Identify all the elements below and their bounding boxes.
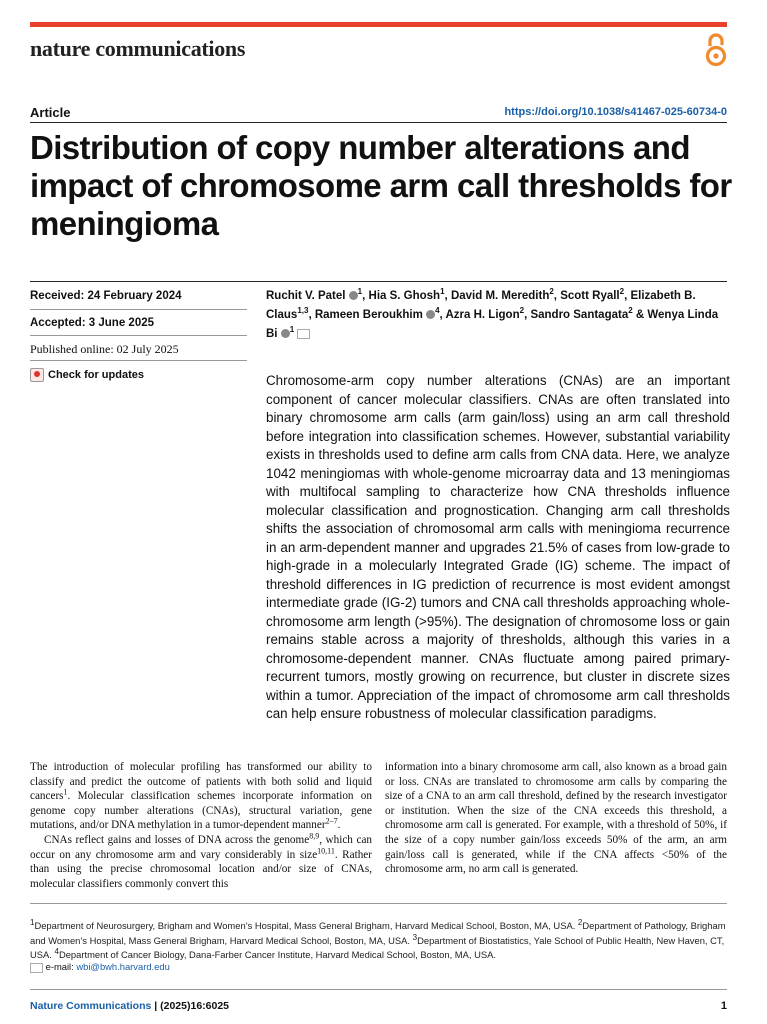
divider (30, 122, 727, 123)
author-name[interactable]: Elizabeth B. Claus (266, 290, 696, 321)
citation-ref[interactable]: 1 (63, 787, 68, 797)
author-list: Ruchit V. Patel $^1$, Hia S. Ghosh$^1$, David M. Meredith$^2$, Scott Ryall$^2$, Elizabeth B. Claus$^{1,3}$, Rameen Beroukhim $^4$, Azra H. Ligon$^2$, Sandro Santagata$^2$ & Wenya Linda Bi $^1$ (266, 287, 719, 340)
email-link[interactable]: wbi@bwh.harvard.edu (76, 961, 170, 972)
citation-ref[interactable]: 8,9 (309, 831, 320, 841)
author-name[interactable]: Sandro Santagata (530, 309, 629, 321)
body-text: . Molecular classification schemes incorporate information on genome copy number alterations (CNAs), structural variation, gene mutations, and/or DNA methylation in a tumor-dependent manner (30, 790, 372, 832)
affiliation-text: Department of Pathology, Brigham and Women’s Hospital, Mass General Brigham, Harvard Medical School, Boston, MA, USA. (30, 920, 726, 946)
affiliation-number: 4 (54, 946, 59, 956)
received-date: Received: 24 February 2024 (30, 290, 182, 302)
divider (30, 903, 727, 904)
footer-citation (30, 1000, 229, 1012)
affiliation-number: 1 (30, 917, 35, 927)
author-name[interactable]: Rameen Beroukhim (314, 309, 423, 321)
orcid-icon[interactable] (349, 291, 358, 300)
affiliations (30, 919, 727, 963)
author-affiliation-ref: 1 (289, 325, 295, 335)
body-text: The introduction of molecular profiling has transformed our ability to classify and predict the outcome of patients with both solid and liquid cancers (30, 761, 372, 803)
body-text: , which can occur on any chromosome arm and vary considerably in size (30, 833, 372, 861)
orcid-icon[interactable] (426, 310, 435, 319)
author-affiliation-ref: 1,3 (297, 306, 309, 316)
footer-journal-link[interactable]: Nature Communications (30, 1000, 152, 1012)
author-affiliation-ref: 2 (549, 287, 554, 297)
doi-link[interactable]: https://doi.org/10.1038/s41467-025-60734-0 (504, 106, 727, 118)
citation-ref[interactable]: 10,11 (317, 845, 335, 855)
author-affiliation-ref: 1 (440, 287, 445, 297)
footer-volume: | (2025)16:6025 (151, 1000, 230, 1012)
email-line (30, 961, 170, 973)
published-date: Published online: 02 July 2025 (30, 342, 179, 356)
open-access-icon (704, 32, 728, 73)
article-type: Article (30, 105, 71, 120)
mail-icon (30, 963, 43, 973)
check-updates-label: Check for updates (48, 369, 144, 381)
orcid-icon[interactable] (281, 329, 290, 338)
author-affiliation-ref: 1 (357, 287, 363, 297)
author-affiliation-ref: 2 (619, 287, 625, 297)
divider (30, 281, 727, 282)
author-affiliation-ref: 4 (435, 306, 440, 316)
author-name[interactable]: Hia S. Ghosh (368, 290, 441, 302)
author-name[interactable]: David M. Meredith (450, 290, 550, 302)
body-column-left: The introduction of molecular profiling has transformed our ability to classify and predict the outcome of patients with both solid and liquid cancers$^1$. Molecular classification schemes incorporate information on genome copy number alterations (CNAs), structural variation, gene mutations, and/or DNA methylation in a tumor-dependent manner$^{2-7}$. CNAs reflect gains and losses of DNA across the genome$^{8,9}$, which can occur on any chromosome arm and vary considerably in size$^{10,11}$. Rather than using the precise chromosomal location and/or size of CNAs, molecular classifiers commonly convert this (30, 761, 372, 890)
affiliation-text: Department of Neurosurgery, Brigham and Women’s Hospital, Mass General Brigham, Harvard Medical School, Boston, MA, USA. (34, 920, 578, 931)
abstract: Chromosome-arm copy number alterations (CNAs) are an important component of cancer molecular classifiers. CNAs are often translated into binary chromosome arm calls (arm gain/loss) using an arm call threshold before integration into classification schemes. However, substantial variability exists in thresholds used to define arm calls from CNA data. Here, we analyze 1042 meningiomas with whole-genome microarray data and 13 meningiomas with multifocal sampling to characterize how CNA thresholds influence molecular classification and prognostication. Changing arm call thresholds shifts the association of chromosomal arm calls with meningioma recurrence in an arm-dependent manner and upgrades 21.5% of cases from low-grade to high-grade in a molecularly Integrated Grade (IG) scheme. The impact of threshold differences in IG prediction of recurrence is most evident amongst intermediate grade (IG-2) tumors and CNA call thresholds approaching whole-chromosome arm length (>95%). The designation of chromosome loss or gain remains stable across a majority of thresholds, although this varies in a chromosome-dependent manner. CNAs fluctuate among paired primary-recurrent tumors, mostly growing on recurrence, but cluster in discrete sizes within a tumor. Appreciation of the impact of chromosome arm call thresholds can help ensure robustness of molecular classification paradigms. (266, 373, 730, 721)
accepted-date: Accepted: 3 June 2025 (30, 317, 155, 329)
author-affiliation-ref: 2 (519, 306, 525, 316)
email-label: e-mail: (45, 961, 74, 972)
author-name[interactable]: Wenya Linda Bi (266, 309, 719, 340)
affiliation-text: Department of Biostatistics, Yale School of Public Health, New Haven, CT, USA. (30, 934, 725, 960)
divider (30, 309, 247, 310)
page-number: 1 (720, 1000, 727, 1012)
citation-ref[interactable]: 2–7 (325, 816, 338, 826)
check-updates-button[interactable] (30, 368, 144, 382)
affiliation-text: Department of Cancer Biology, Dana-Farber Cancer Institute, Harvard Medical School, Boston, MA, USA. (58, 949, 496, 960)
divider (30, 335, 247, 336)
author-affiliation-ref: 2 (628, 306, 633, 316)
author-name[interactable]: Ruchit V. Patel (266, 290, 346, 302)
body-text: . Rather than using the precise chromosomal location and/or size of CNAs, molecular classifiers commonly convert this (30, 848, 372, 890)
check-updates-icon (30, 368, 44, 382)
divider (30, 989, 727, 990)
divider (30, 360, 247, 361)
top-accent-bar (30, 22, 727, 27)
article-title: Distribution of copy number alterations and impact of chromosome arm call thresholds for meningioma (30, 129, 732, 242)
journal-name: nature communications (30, 36, 246, 61)
affiliation-number: 3 (412, 932, 418, 942)
body-column-right: information into a binary chromosome arm call, also known as a broad gain or loss. CNAs are translated to chromosome arm calls by comparing the size of a CNA to an arm call threshold, defined by the research investigator or institution. When the size of the CNA exceeds this threshold, a chromosome arm call is generated. For example, with a threshold of 50%, if the size of a copy number gain/loss exceeds 50% of the arm, an arm gain/loss call is generated, while if the CNA affects <50% of the chromosome arm, no arm call is generated. (385, 761, 727, 876)
author-name[interactable]: Azra H. Ligon (445, 309, 520, 321)
author-name[interactable]: Scott Ryall (560, 290, 620, 302)
mail-icon[interactable] (297, 329, 310, 339)
body-text: CNAs reflect gains and losses of DNA across the genome (44, 833, 310, 846)
affiliation-number: 2 (577, 917, 583, 927)
